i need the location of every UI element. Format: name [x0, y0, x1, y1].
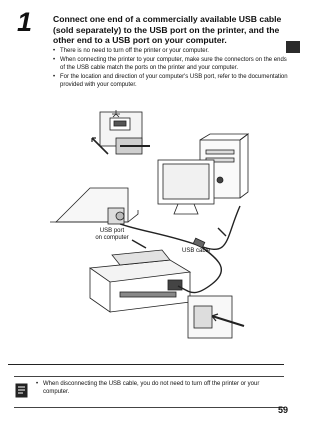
monitor-icon [158, 160, 214, 214]
usb-connection-illustration [50, 110, 290, 342]
bullet-item: • For the location and direction of your computer's USB port, refer to the documentation provided with your computer. [53, 73, 289, 89]
laptop-icon [50, 188, 138, 224]
photo-printer-icon [90, 250, 190, 312]
section-divider [8, 364, 284, 365]
svg-text:on computer: on computer [95, 235, 129, 241]
label-usb-port [95, 228, 128, 241]
step-number: 1 [17, 7, 32, 37]
note-icon [15, 383, 28, 398]
step-heading: Connect one end of a commercially available USB cable (sold separately) to the USB port on the printer, and the other end to a USB port on your computer. [53, 14, 282, 45]
note-bullet: • When disconnecting the USB cable, you do not need to turn off the printer or your computer. [36, 380, 281, 396]
usb-port-closeup [92, 112, 150, 154]
bullet-item: • When connecting the printer to your computer, make sure the connectors on the ends of the USB cable match the ports on the printer and your computer. [53, 56, 289, 72]
bullet-item: • There is no need to turn off the printer or your computer. [53, 47, 289, 55]
note-text [36, 380, 281, 396]
usb-connector-icon [188, 296, 244, 338]
label-usb-cable: USB cable [182, 248, 211, 254]
svg-text:USB port: USB port [99, 228, 125, 234]
usb-cable [120, 206, 240, 293]
page-number: 59 [277, 405, 288, 415]
step-bullet-list [53, 47, 289, 90]
